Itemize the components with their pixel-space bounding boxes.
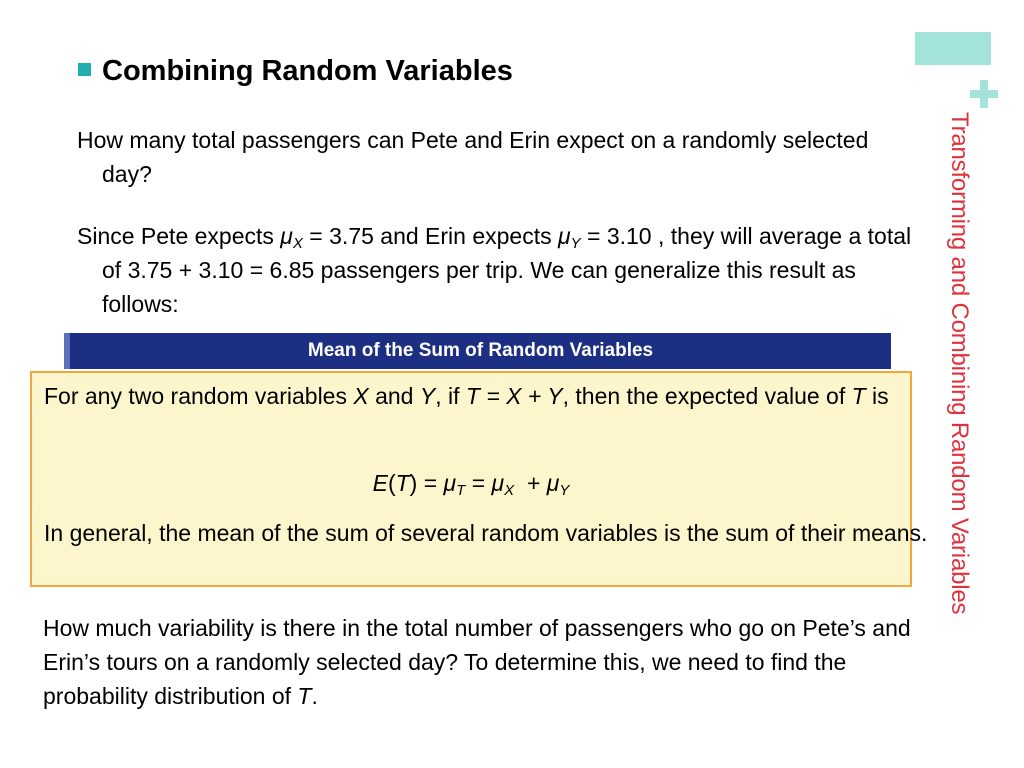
heading-text: Combining Random Variables: [102, 55, 513, 87]
rule-statement: For any two random variables X and Y, if T = X + Y, then the expected value of T is: [44, 383, 889, 409]
pete-erin-paragraph: Since Pete expects $\mu_X = 3.75$ and Erin expects $\mu_Y = 3.10$ , they will average a total of 3.75 + 3.10 = 6.85 passengers per trip. We can generalize this result as follows:: [77, 223, 912, 317]
square-bullet-icon: [78, 63, 91, 76]
vertical-section-title: Transforming and Combining Random Variables: [946, 112, 973, 615]
mean-formula: $E(T) = \mu_T = \mu_X + \mu_Y$: [372, 470, 570, 499]
variability-paragraph: How much variability is there in the total number of passengers who go on Pete’s and Erin’s tours on a randomly selected day? To determine this, we need to find the probability distribution of T.: [43, 615, 911, 709]
slide-heading: [78, 55, 513, 88]
decorative-rectangle: [915, 32, 991, 65]
question-paragraph: How many total passengers can Pete and Erin expect on a randomly selected day?: [77, 127, 869, 187]
decorative-plus-icon: [970, 80, 998, 108]
rule-box: [30, 371, 928, 587]
rule-box-title: Mean of the Sum of Random Variables: [64, 333, 891, 369]
general-rule-statement: In general, the mean of the sum of several random variables is the sum of their means.: [44, 520, 928, 546]
